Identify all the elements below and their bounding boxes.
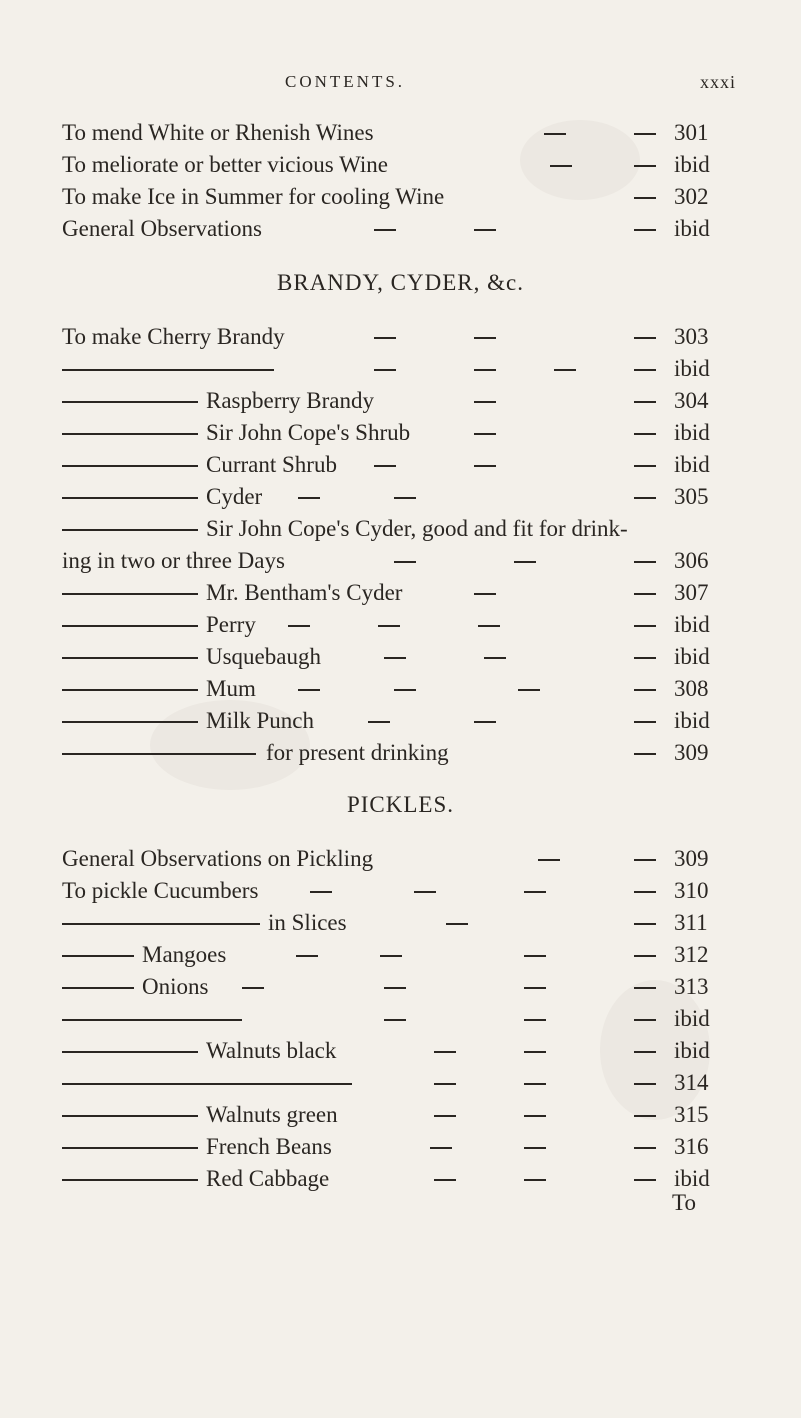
leader-dash <box>634 433 656 435</box>
entry-page: 306 <box>674 548 709 573</box>
page-header <box>0 72 801 102</box>
entry-text: Perry <box>206 612 256 637</box>
leader-dash <box>538 859 560 861</box>
leader-dash <box>434 1083 456 1085</box>
leader-dash <box>384 657 406 659</box>
leader-dash <box>374 465 396 467</box>
entry-text: Mr. Bentham's Cyder <box>206 580 403 605</box>
toc-entry <box>62 1066 742 1100</box>
leader-dash <box>474 337 496 339</box>
leader-dash <box>634 1147 656 1149</box>
ditto-rule <box>62 753 256 755</box>
toc-entry <box>62 640 742 674</box>
entry-page: 305 <box>674 484 709 509</box>
entry-page: 303 <box>674 324 709 349</box>
leader-dash <box>430 1147 452 1149</box>
entry-text: Usquebaugh <box>206 644 321 669</box>
entry-text: General Observations <box>62 216 262 241</box>
leader-dash <box>474 721 496 723</box>
entry-text: To mend White or Rhenish Wines <box>62 120 374 145</box>
leader-dash <box>434 1179 456 1181</box>
leader-dash <box>288 625 310 627</box>
entry-text: Sir John Cope's Cyder, good and fit for drink- <box>206 516 628 541</box>
ditto-rule <box>62 923 260 925</box>
entry-text: Milk Punch <box>206 708 314 733</box>
entry-text: in Slices <box>268 910 347 935</box>
entry-page: ibid <box>674 612 710 637</box>
entry-text: Sir John Cope's Shrub <box>206 420 411 445</box>
leader-dash <box>634 497 656 499</box>
toc-entry <box>62 148 742 182</box>
entry-page: ibid <box>674 356 710 381</box>
ditto-rule <box>62 721 198 723</box>
entry-page: 316 <box>674 1134 709 1159</box>
toc-entry <box>62 938 742 972</box>
ditto-rule <box>62 1019 242 1021</box>
leader-dash <box>634 369 656 371</box>
toc-entry <box>62 1002 742 1036</box>
leader-dash <box>394 689 416 691</box>
ditto-rule <box>62 433 198 435</box>
leader-dash <box>634 657 656 659</box>
leader-dash <box>524 1019 546 1021</box>
toc-entry <box>62 906 742 940</box>
leader-dash <box>474 465 496 467</box>
leader-dash <box>310 891 332 893</box>
entry-page: 311 <box>674 910 708 935</box>
leader-dash <box>524 1179 546 1181</box>
leader-dash <box>484 657 506 659</box>
entry-text: General Observations on Pickling <box>62 846 374 871</box>
ditto-rule <box>62 955 134 957</box>
entry-page: 309 <box>674 740 709 765</box>
toc-entry <box>62 1130 742 1164</box>
section-title-pickles: PICKLES. <box>346 792 455 817</box>
toc-entry <box>62 874 742 908</box>
leader-dash <box>634 465 656 467</box>
entry-text: Onions <box>142 974 209 999</box>
catchword: To <box>672 1190 696 1215</box>
ditto-rule <box>62 625 198 627</box>
entry-text: Cyder <box>206 484 263 509</box>
toc-entry <box>62 180 742 214</box>
toc-entry <box>62 576 742 610</box>
leader-dash <box>514 561 536 563</box>
leader-dash <box>634 197 656 199</box>
leader-dash <box>634 1179 656 1181</box>
entry-page: 312 <box>674 942 709 967</box>
leader-dash <box>242 987 264 989</box>
entry-page: ibid <box>674 1006 710 1031</box>
ditto-rule <box>62 529 198 531</box>
ditto-rule <box>62 497 198 499</box>
entry-page: 304 <box>674 388 709 413</box>
entry-page: 308 <box>674 676 709 701</box>
ditto-rule <box>62 987 134 989</box>
leader-dash <box>634 987 656 989</box>
entry-page: ibid <box>674 1038 710 1063</box>
ditto-rule <box>62 369 274 371</box>
leader-dash <box>634 561 656 563</box>
leader-dash <box>298 497 320 499</box>
leader-dash <box>634 1083 656 1085</box>
toc-entry <box>62 480 742 514</box>
entry-page: 315 <box>674 1102 709 1127</box>
leader-dash <box>474 369 496 371</box>
entry-text: Walnuts black <box>206 1038 337 1063</box>
leader-dash <box>634 859 656 861</box>
entry-page: 313 <box>674 974 709 999</box>
ditto-rule <box>62 1115 198 1117</box>
leader-dash <box>414 891 436 893</box>
entry-text: To make Cherry Brandy <box>62 324 285 349</box>
entry-text: To pickle Cucumbers <box>62 878 259 903</box>
section-title-brandy: BRANDY, CYDER, &c. <box>277 270 524 295</box>
entry-page: ibid <box>674 452 710 477</box>
entry-text: Walnuts green <box>206 1102 338 1127</box>
leader-dash <box>544 133 566 135</box>
leader-dash <box>524 1147 546 1149</box>
leader-dash <box>634 1051 656 1053</box>
toc-entry <box>62 416 742 450</box>
leader-dash <box>524 891 546 893</box>
leader-dash <box>434 1051 456 1053</box>
entry-page: ibid <box>674 216 710 241</box>
leader-dash <box>550 165 572 167</box>
leader-dash <box>634 1019 656 1021</box>
entry-page: 310 <box>674 878 709 903</box>
toc-entry <box>62 320 742 354</box>
toc-entry <box>62 544 742 578</box>
leader-dash <box>474 229 496 231</box>
leader-dash <box>474 433 496 435</box>
entry-page: 307 <box>674 580 709 605</box>
entry-page: ibid <box>674 708 710 733</box>
toc-entry <box>62 116 742 150</box>
leader-dash <box>634 165 656 167</box>
entry-page: 302 <box>674 184 709 209</box>
entry-text: Mum <box>206 676 256 701</box>
entry-page: ibid <box>674 644 710 669</box>
leader-dash <box>634 721 656 723</box>
leader-dash <box>634 923 656 925</box>
entry-text: Currant Shrub <box>206 452 337 477</box>
toc-entry <box>62 384 742 418</box>
leader-dash <box>374 369 396 371</box>
leader-dash <box>434 1115 456 1117</box>
leader-dash <box>374 337 396 339</box>
entry-text: To make Ice in Summer for cooling Wine <box>62 184 445 209</box>
entry-text: Raspberry Brandy <box>206 388 374 413</box>
leader-dash <box>394 497 416 499</box>
entry-page: 314 <box>674 1070 709 1095</box>
leader-dash <box>634 955 656 957</box>
toc-entry <box>62 842 742 876</box>
ditto-rule <box>62 593 198 595</box>
entry-text: for present drinking <box>266 740 449 765</box>
leader-dash <box>524 987 546 989</box>
leader-dash <box>394 561 416 563</box>
leader-dash <box>634 133 656 135</box>
toc-entry <box>62 608 742 642</box>
leader-dash <box>524 1083 546 1085</box>
ditto-rule <box>62 1147 198 1149</box>
entry-text: Mangoes <box>142 942 227 967</box>
toc-entry <box>62 1162 742 1196</box>
leader-dash <box>634 891 656 893</box>
entry-page: 301 <box>674 120 709 145</box>
leader-dash <box>634 753 656 755</box>
leader-dash <box>524 1051 546 1053</box>
toc-entry <box>62 448 742 482</box>
leader-dash <box>634 593 656 595</box>
toc-entry <box>62 212 742 246</box>
leader-dash <box>634 625 656 627</box>
ditto-rule <box>62 1051 198 1053</box>
ditto-rule <box>62 401 198 403</box>
leader-dash <box>374 229 396 231</box>
leader-dash <box>524 955 546 957</box>
ditto-rule <box>62 465 198 467</box>
leader-dash <box>368 721 390 723</box>
leader-dash <box>298 689 320 691</box>
page-number: xxxi <box>700 72 737 92</box>
leader-dash <box>474 593 496 595</box>
toc-entry <box>62 512 742 546</box>
running-title: CONTENTS. <box>285 72 406 91</box>
ditto-rule <box>62 1179 198 1181</box>
leader-dash <box>378 625 400 627</box>
leader-dash <box>518 689 540 691</box>
ditto-rule <box>62 1083 352 1085</box>
toc-entry <box>62 672 742 706</box>
entry-page: 309 <box>674 846 709 871</box>
leader-dash <box>524 1115 546 1117</box>
entry-page: ibid <box>674 420 710 445</box>
leader-dash <box>384 987 406 989</box>
leader-dash <box>296 955 318 957</box>
leader-dash <box>634 229 656 231</box>
entry-text: To meliorate or better vicious Wine <box>62 152 388 177</box>
entry-page: ibid <box>674 152 710 177</box>
leader-dash <box>634 689 656 691</box>
toc-entry <box>62 1034 742 1068</box>
leader-dash <box>634 401 656 403</box>
leader-dash <box>384 1019 406 1021</box>
entry-text: ing in two or three Days <box>62 548 285 573</box>
leader-dash <box>446 923 468 925</box>
ditto-rule <box>62 689 198 691</box>
toc-entry <box>62 970 742 1004</box>
toc-entry <box>62 352 742 386</box>
leader-dash <box>554 369 576 371</box>
entry-text: Red Cabbage <box>206 1166 330 1191</box>
leader-dash <box>380 955 402 957</box>
leader-dash <box>474 401 496 403</box>
toc-entry <box>62 1098 742 1132</box>
leader-dash <box>634 337 656 339</box>
toc-entry <box>62 704 742 738</box>
leader-dash <box>478 625 500 627</box>
toc-entry <box>62 736 742 770</box>
entry-text: French Beans <box>206 1134 332 1159</box>
ditto-rule <box>62 657 198 659</box>
entry-page: ibid <box>674 1166 710 1191</box>
leader-dash <box>634 1115 656 1117</box>
